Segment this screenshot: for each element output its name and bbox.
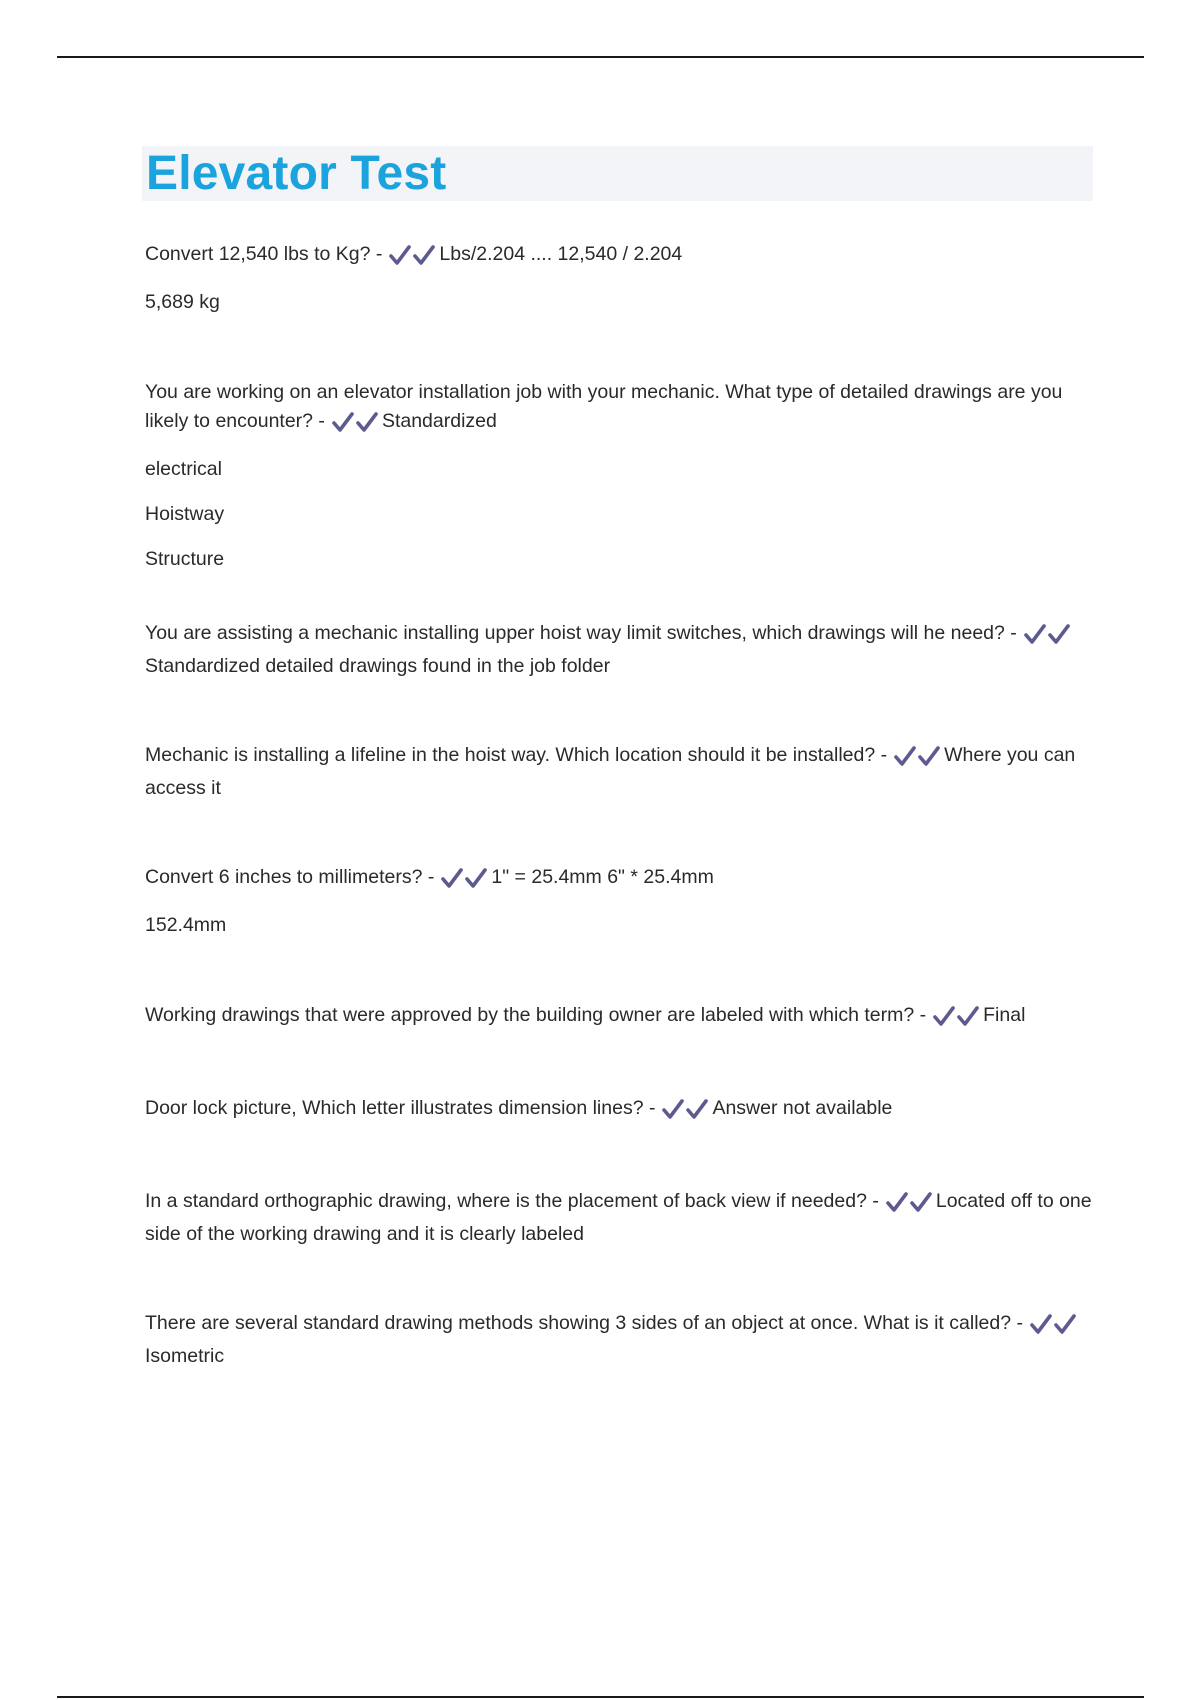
answer-continuation: 5,689 kg xyxy=(145,291,220,313)
bottom-rule xyxy=(57,1696,1144,1698)
answer-continuation: Hoistway xyxy=(145,503,225,525)
question-list xyxy=(145,240,1095,1431)
question-text: In a standard orthographic drawing, where is the placement of back view if needed? - xyxy=(145,1190,879,1212)
question-text: Mechanic is installing a lifeline in the hoist way. Which location should it be installed? - xyxy=(145,744,888,766)
check-icon xyxy=(917,745,941,767)
double-check-icon xyxy=(932,1005,980,1034)
qa-line xyxy=(145,863,1095,896)
check-icon xyxy=(1023,623,1047,645)
qa-line xyxy=(145,1094,1095,1127)
double-check-icon xyxy=(1023,623,1071,652)
qa-line xyxy=(145,619,1095,681)
check-icon xyxy=(440,867,464,889)
check-icon xyxy=(932,1005,956,1027)
double-check-icon xyxy=(893,745,941,774)
qa-item xyxy=(145,1187,1095,1249)
check-icon xyxy=(956,1005,980,1027)
answer-text: Where you can access it xyxy=(145,744,1076,799)
qa-item xyxy=(145,1309,1095,1371)
double-check-icon xyxy=(331,411,379,440)
double-check-icon xyxy=(1029,1313,1077,1342)
check-icon xyxy=(1029,1313,1053,1335)
answer-text: Final xyxy=(983,1004,1026,1026)
answer-text: Answer not available xyxy=(712,1097,893,1119)
question-text: You are working on an elevator installation job with your mechanic. What type of detailed drawings are you likely to encounter? - xyxy=(145,381,1063,432)
answer-continuation: 152.4mm xyxy=(145,914,227,936)
qa-line xyxy=(145,1187,1095,1249)
answer-continuation: electrical xyxy=(145,458,222,480)
check-icon xyxy=(909,1191,933,1213)
double-check-icon xyxy=(885,1191,933,1220)
qa-item xyxy=(145,619,1095,681)
check-icon xyxy=(1053,1313,1077,1335)
qa-item xyxy=(145,741,1095,803)
question-text: Working drawings that were approved by the building owner are labeled with which term? - xyxy=(145,1004,927,1026)
double-check-icon xyxy=(388,244,436,273)
answer-continuation: Structure xyxy=(145,548,225,570)
question-text: There are several standard drawing methods showing 3 sides of an object at once. What is it called? - xyxy=(145,1312,1023,1334)
check-icon xyxy=(1047,623,1071,645)
qa-line xyxy=(145,378,1095,440)
question-text: Convert 6 inches to millimeters? - xyxy=(145,866,435,888)
qa-line xyxy=(145,1001,1095,1034)
check-icon xyxy=(685,1098,709,1120)
answer-text: Located off to one side of the working drawing and it is clearly labeled xyxy=(145,1190,1092,1245)
check-icon xyxy=(893,745,917,767)
double-check-icon xyxy=(661,1098,709,1127)
top-rule xyxy=(57,56,1144,58)
question-text: You are assisting a mechanic installing upper hoist way limit switches, which drawings will he need? - xyxy=(145,622,1017,644)
question-text: Convert 12,540 lbs to Kg? - xyxy=(145,243,383,265)
answer-text: 1" = 25.4mm 6" * 25.4mm xyxy=(491,866,714,888)
qa-item xyxy=(145,863,1095,941)
check-icon xyxy=(885,1191,909,1213)
check-icon xyxy=(355,411,379,433)
answer-text: Lbs/2.204 .... 12,540 / 2.204 xyxy=(439,243,683,265)
check-icon xyxy=(661,1098,685,1120)
qa-item xyxy=(145,378,1095,575)
check-icon xyxy=(331,411,355,433)
answer-text: Standardized detailed drawings found in the job folder xyxy=(145,655,611,677)
qa-line xyxy=(145,240,1095,273)
answer-text: Isometric xyxy=(145,1345,225,1367)
qa-item xyxy=(145,1094,1095,1127)
check-icon xyxy=(464,867,488,889)
qa-line xyxy=(145,741,1095,803)
check-icon xyxy=(388,244,412,266)
check-icon xyxy=(412,244,436,266)
double-check-icon xyxy=(440,867,488,896)
qa-line xyxy=(145,1309,1095,1371)
qa-item xyxy=(145,240,1095,318)
answer-text: Standardized xyxy=(381,410,497,432)
page-title: Elevator Test xyxy=(146,147,447,200)
qa-item xyxy=(145,1001,1095,1034)
question-text: Door lock picture, Which letter illustrates dimension lines? - xyxy=(145,1097,656,1119)
